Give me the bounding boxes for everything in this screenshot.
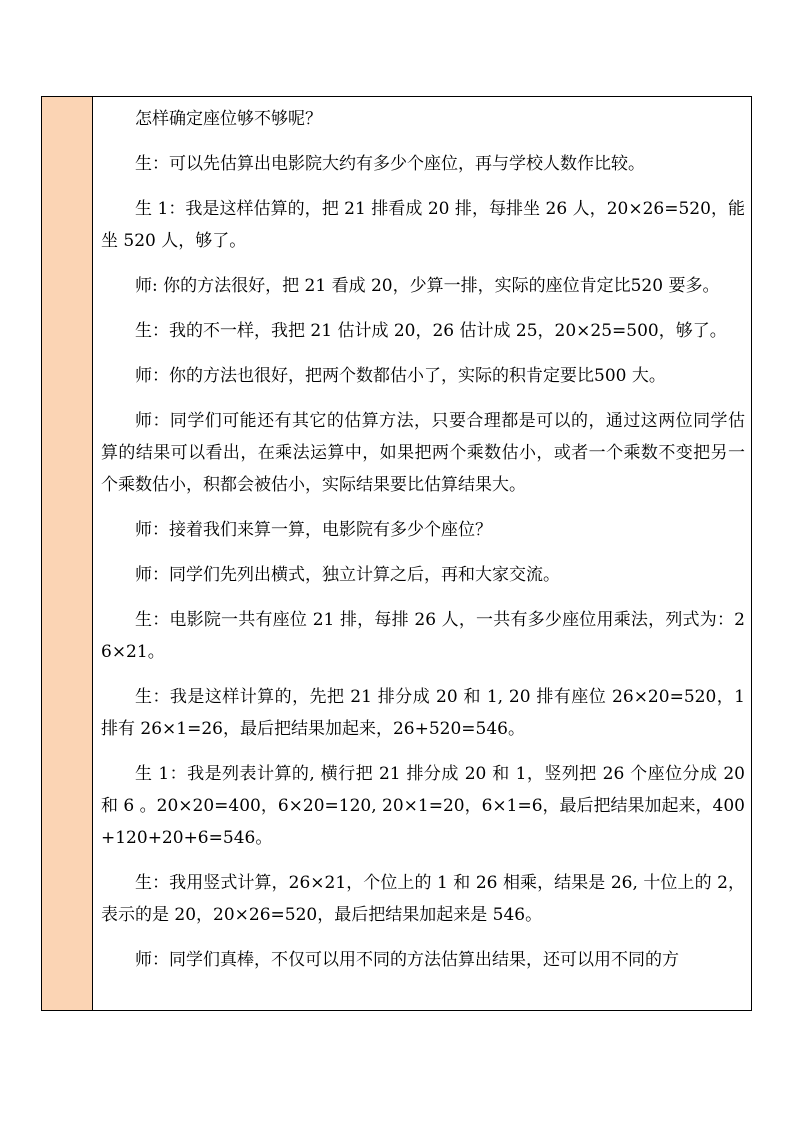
- paragraph-question: 怎样确定座位够不够呢？: [135, 109, 322, 129]
- paragraph-student1-table-calc: 生 1：我是列表计算的, 横行把 21 排分成 20 和 1，竖列把 26 个座位分成 20 和 6 。20×20=400，6×20=120, 20×1=20，6×1=6，最后把结果加起来，400+120+20+6=546。: [101, 764, 745, 848]
- paragraph-student-estimate-idea: 生：可以先估算出电影院大约有多少个座位，再与学校人数作比较。: [135, 154, 645, 174]
- paragraph-student1-estimate: 生 1：我是这样估算的，把 21 排看成 20 排，每排坐 26 人，20×26=520，能坐 520 人，够了。: [101, 199, 745, 251]
- paragraph-teacher-question: 师：接着我们来算一算，电影院有多少个座位？: [135, 520, 492, 540]
- lesson-content-cell: [93, 97, 751, 1010]
- paragraph-student-calc-split: 生：我是这样计算的，先把 21 排分成 20 和 1, 20 排有座位 26×20=520，1 排有 26×1=26，最后把结果加起来，26+520=546。: [101, 687, 745, 739]
- lesson-table: [41, 96, 752, 1011]
- side-shaded-cell: [42, 97, 93, 1010]
- paragraph-teacher-summary: 师：同学们可能还有其它的估算方法，只要合理都是可以的，通过这两位同学估算的结果可以看出，在乘法运算中，如果把两个乘数估小，或者一个乘数不变把另一个乘数估小，积都会被估小，实际结果要比估算结果大。: [101, 411, 745, 495]
- paragraph-teacher-comment-2: 师：你的方法也很好，把两个数都估小了，实际的积肯定要比500 大。: [135, 366, 666, 386]
- paragraph-student-vertical-calc: 生：我用竖式计算，26×21，个位上的 1 和 26 相乘，结果是 26, 十位上的 2，表示的是 20，20×26=520，最后把结果加起来是 546。: [101, 873, 745, 925]
- paragraph-teacher-praise: 师：同学们真棒，不仅可以用不同的方法估算出结果，还可以用不同的方: [135, 950, 679, 970]
- paragraph-student-formula: 生：电影院一共有座位 21 排，每排 26 人，一共有多少座位用乘法，列式为：26×21。: [101, 610, 745, 662]
- paragraph-teacher-instruction: 师：同学们先列出横式，独立计算之后，再和大家交流。: [135, 565, 560, 585]
- paragraph-student-estimate-2: 生：我的不一样，我把 21 估计成 20，26 估计成 25，20×25=500，够了。: [135, 321, 727, 341]
- paragraph-teacher-comment-1: 师: 你的方法很好，把 21 看成 20，少算一排，实际的座位肯定比520 要多。: [135, 276, 720, 296]
